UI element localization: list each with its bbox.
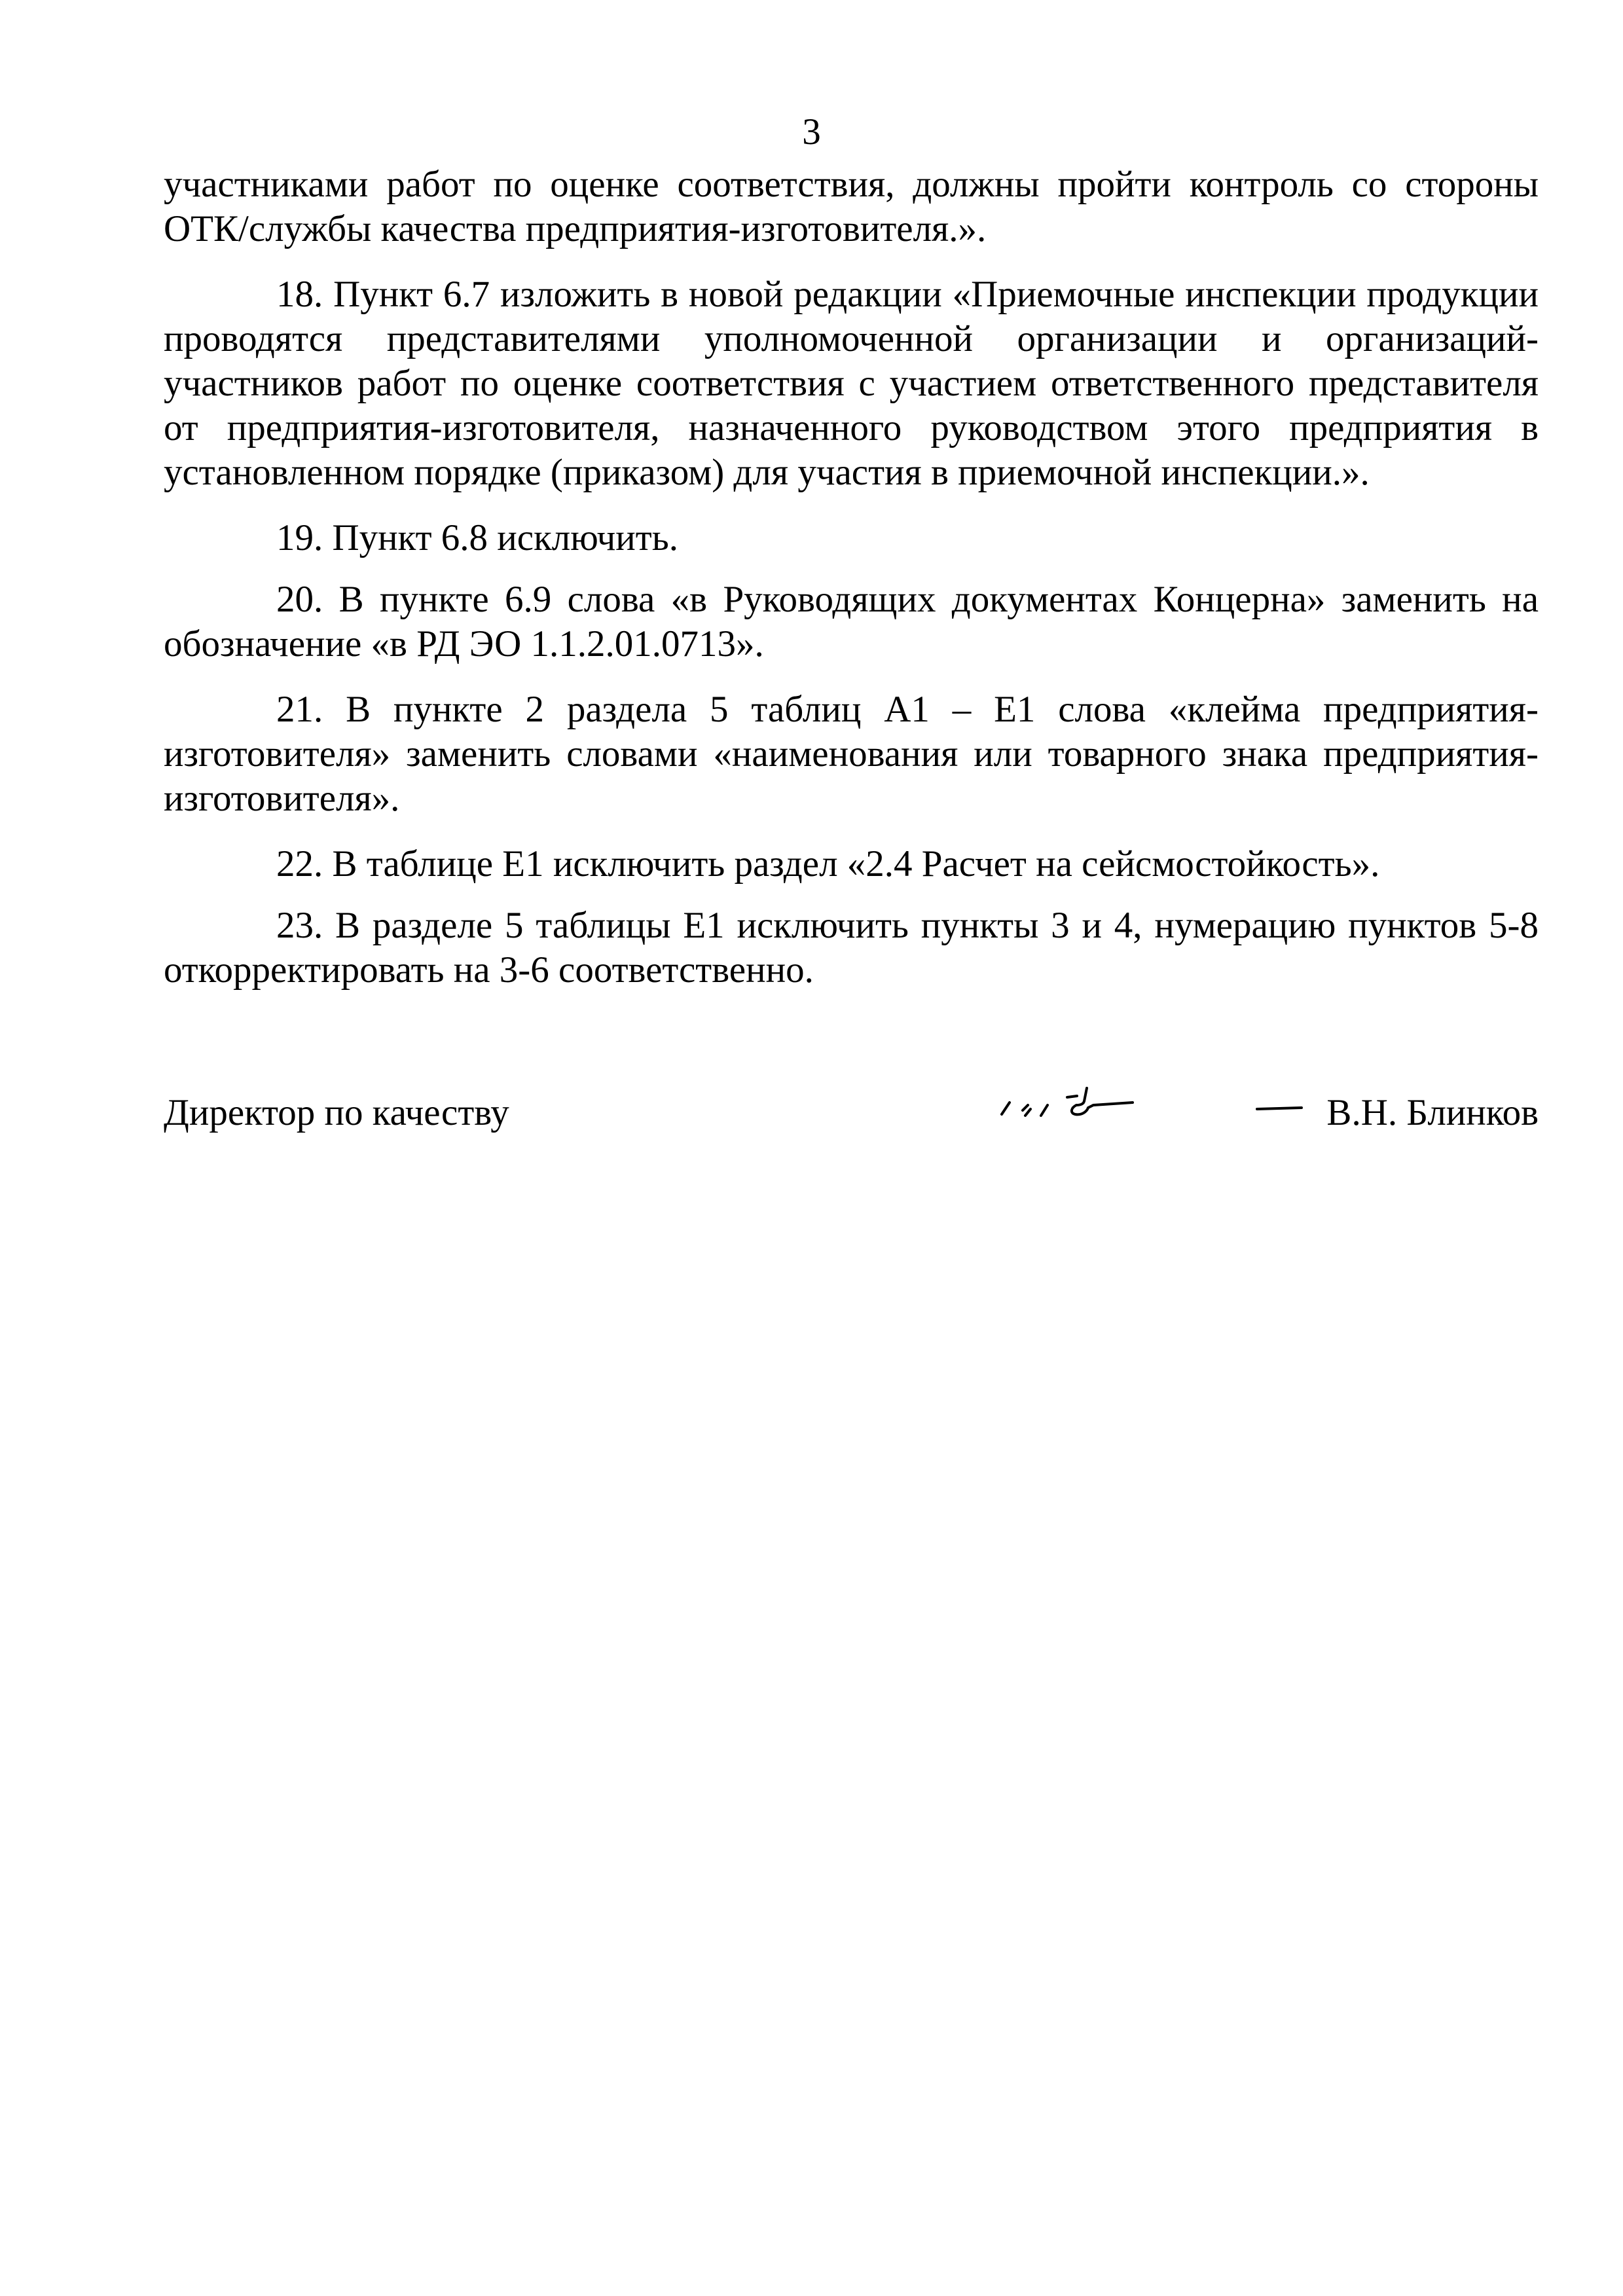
page-number: 3	[802, 111, 821, 153]
paragraph-item-18: 18. Пункт 6.7 изложить в новой редакции «Приемочные инспекции продукции проводятся представителями уполномоченной организации и организаций-участников работ по оценке соответствия с участием ответственного представителя от предприятия-изготовителя, назначенного руководством этого предприятия в установленном порядке (приказом) для участия в приемочной инспекции.».	[164, 274, 1539, 493]
document-body	[164, 162, 1539, 993]
paragraph-continuation: участниками работ по оценке соответствия, должны пройти контроль со стороны ОТК/службы качества предприятия-изготовителя.».	[164, 164, 1539, 249]
paragraph-item-23: 23. В разделе 5 таблицы Е1 исключить пункты 3 и 4, нумерацию пунктов 5-8 откорректировать на 3-6 соответственно.	[164, 905, 1539, 991]
paragraph-item-22: 22. В таблице Е1 исключить раздел «2.4 Расчет на сейсмостойкость».	[276, 843, 1380, 884]
signatory-name: В.Н. Блинков	[1326, 1092, 1539, 1133]
signatory-title: Директор по качеству	[164, 1092, 509, 1133]
paragraph-item-19: 19. Пункт 6.8 исключить.	[276, 517, 678, 558]
handwritten-signature	[989, 1082, 1316, 1154]
signature-block	[164, 1087, 1539, 1152]
paragraph-item-21: 21. В пункте 2 раздела 5 таблиц А1 – Е1 слова «клейма предприятия-изготовителя» заменить словами «наименования или товарного знака предприятия-изготовителя».	[164, 689, 1539, 819]
paragraph-item-20: 20. В пункте 6.9 слова «в Руководящих документах Концерна» заменить на обозначение «в РД ЭО 1.1.2.01.0713».	[164, 579, 1539, 665]
